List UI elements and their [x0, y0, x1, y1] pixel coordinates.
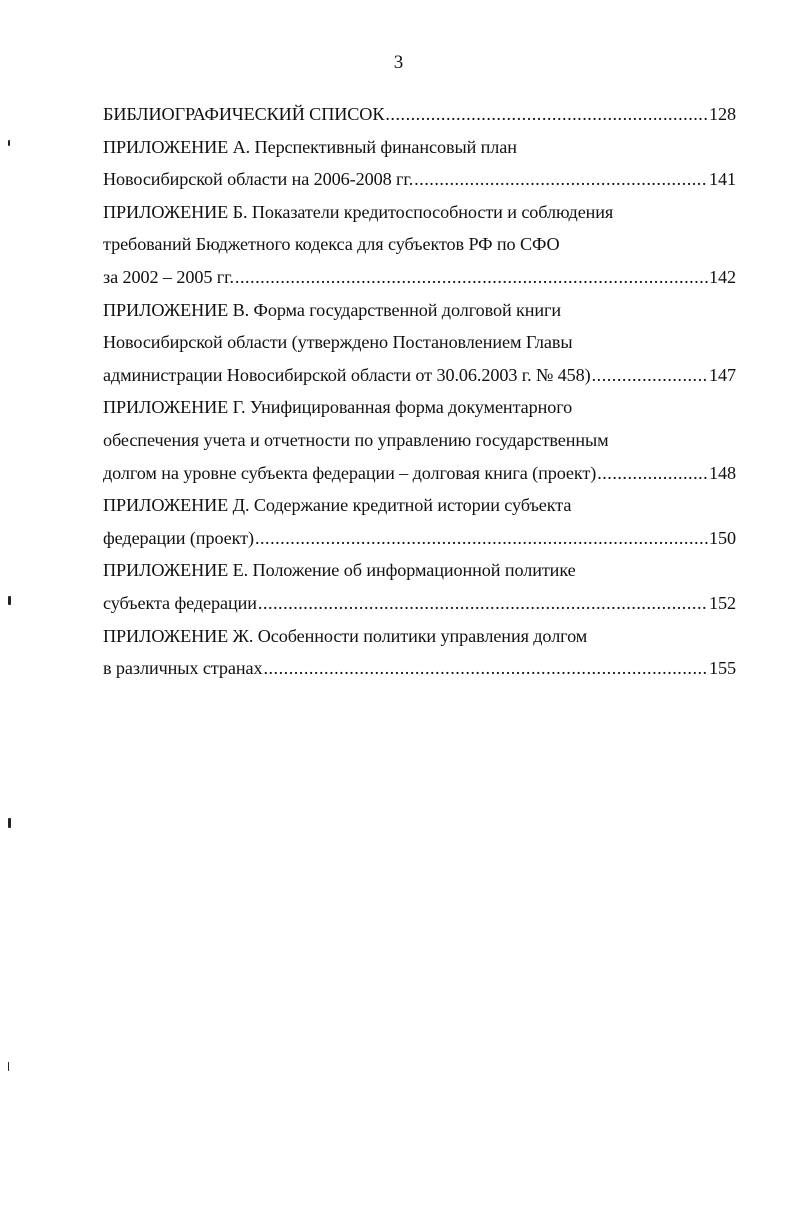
toc-entry[interactable]	[103, 294, 736, 392]
margin-scan-mark	[8, 596, 11, 605]
toc-entry-last-line	[103, 652, 736, 685]
toc-entry-text: ПРИЛОЖЕНИЕ Е. Положение об информационной политике	[103, 560, 576, 581]
toc-entry[interactable]	[103, 489, 736, 554]
toc-entry[interactable]	[103, 391, 736, 489]
toc-entry-text: ПРИЛОЖЕНИЕ А. Перспективный финансовый план	[103, 136, 517, 157]
toc-entry[interactable]	[103, 131, 736, 196]
toc-leader-dots	[385, 98, 708, 131]
toc-entry-text: администрации Новосибирской области от 30.06.2003 г. № 458)	[103, 364, 591, 385]
toc-page-number: 148	[709, 462, 736, 483]
toc-entry-text: ПРИЛОЖЕНИЕ В. Форма государственной долговой книги	[103, 299, 562, 320]
toc-entry-text: требований Бюджетного кодекса для субъектов РФ по СФО	[103, 234, 560, 255]
toc-entry-text: обеспечения учета и отчетности по управлению государственным	[103, 429, 609, 450]
toc-page-number: 141	[709, 169, 736, 190]
toc-entry-line	[103, 196, 736, 229]
toc-leader-dots	[263, 652, 708, 685]
toc-entry-line	[103, 391, 736, 424]
page-number: 3	[393, 52, 404, 73]
toc-leader-dots	[597, 457, 708, 490]
toc-entry-last-line	[103, 522, 736, 555]
toc-leader-dots	[258, 587, 708, 620]
margin-scan-mark	[8, 1062, 9, 1071]
toc-entry-line	[103, 326, 736, 359]
toc-entry-last-line	[103, 457, 736, 490]
toc-leader-dots	[235, 261, 708, 294]
toc-entry-line	[103, 424, 736, 457]
toc-entry[interactable]	[103, 620, 736, 685]
toc-entry-text: ПРИЛОЖЕНИЕ Д. Содержание кредитной истории субъекта	[103, 495, 572, 516]
toc-leader-dots	[592, 359, 708, 392]
toc-page-number: 142	[709, 266, 736, 287]
toc-leader-dots	[255, 522, 708, 555]
toc-entry-last-line	[103, 359, 736, 392]
toc-page-number: 155	[709, 658, 736, 679]
toc-entry-line	[103, 294, 736, 327]
toc-entry-text: БИБЛИОГРАФИЧЕСКИЙ СПИСОК	[103, 104, 385, 124]
toc-entry-text: за 2002 – 2005 гг.	[103, 266, 234, 287]
toc-page-number: 147	[709, 364, 736, 385]
toc-page-number: 150	[709, 527, 736, 548]
margin-scan-mark	[8, 818, 11, 828]
toc-entry-text: ПРИЛОЖЕНИЕ Г. Унифицированная форма документарного	[103, 397, 573, 418]
toc-entry-last-line	[103, 98, 736, 131]
toc-page-number: 152	[709, 592, 736, 613]
margin-scan-mark	[8, 140, 10, 146]
toc-entry-line	[103, 228, 736, 261]
toc-entry-last-line	[103, 163, 736, 196]
toc-entry-text: субъекта федерации	[103, 592, 257, 613]
toc-entry-text: Новосибирской области на 2006-2008 гг.	[103, 169, 414, 190]
toc-entry-text: федерации (проект)	[103, 527, 254, 548]
toc-page-number: 128	[709, 104, 736, 124]
toc-entry-line	[103, 554, 736, 587]
toc-entry[interactable]	[103, 98, 736, 131]
toc-leader-dots	[414, 163, 708, 196]
table-of-contents	[103, 98, 736, 685]
toc-entry-last-line	[103, 587, 736, 620]
toc-entry[interactable]	[103, 196, 736, 294]
toc-entry-text: в различных странах	[103, 658, 263, 679]
toc-entry-text: Новосибирской области (утверждено Постановлением Главы	[103, 332, 573, 353]
toc-entry[interactable]	[103, 554, 736, 619]
toc-entry-line	[103, 131, 736, 164]
toc-entry-line	[103, 620, 736, 653]
toc-entry-text: ПРИЛОЖЕНИЕ Ж. Особенности политики управления долгом	[103, 625, 588, 646]
toc-entry-last-line	[103, 261, 736, 294]
toc-entry-text: долгом на уровне субъекта федерации – долговая книга (проект)	[103, 462, 597, 483]
toc-entry-line	[103, 489, 736, 522]
toc-entry-text: ПРИЛОЖЕНИЕ Б. Показатели кредитоспособности и соблюдения	[103, 201, 614, 222]
